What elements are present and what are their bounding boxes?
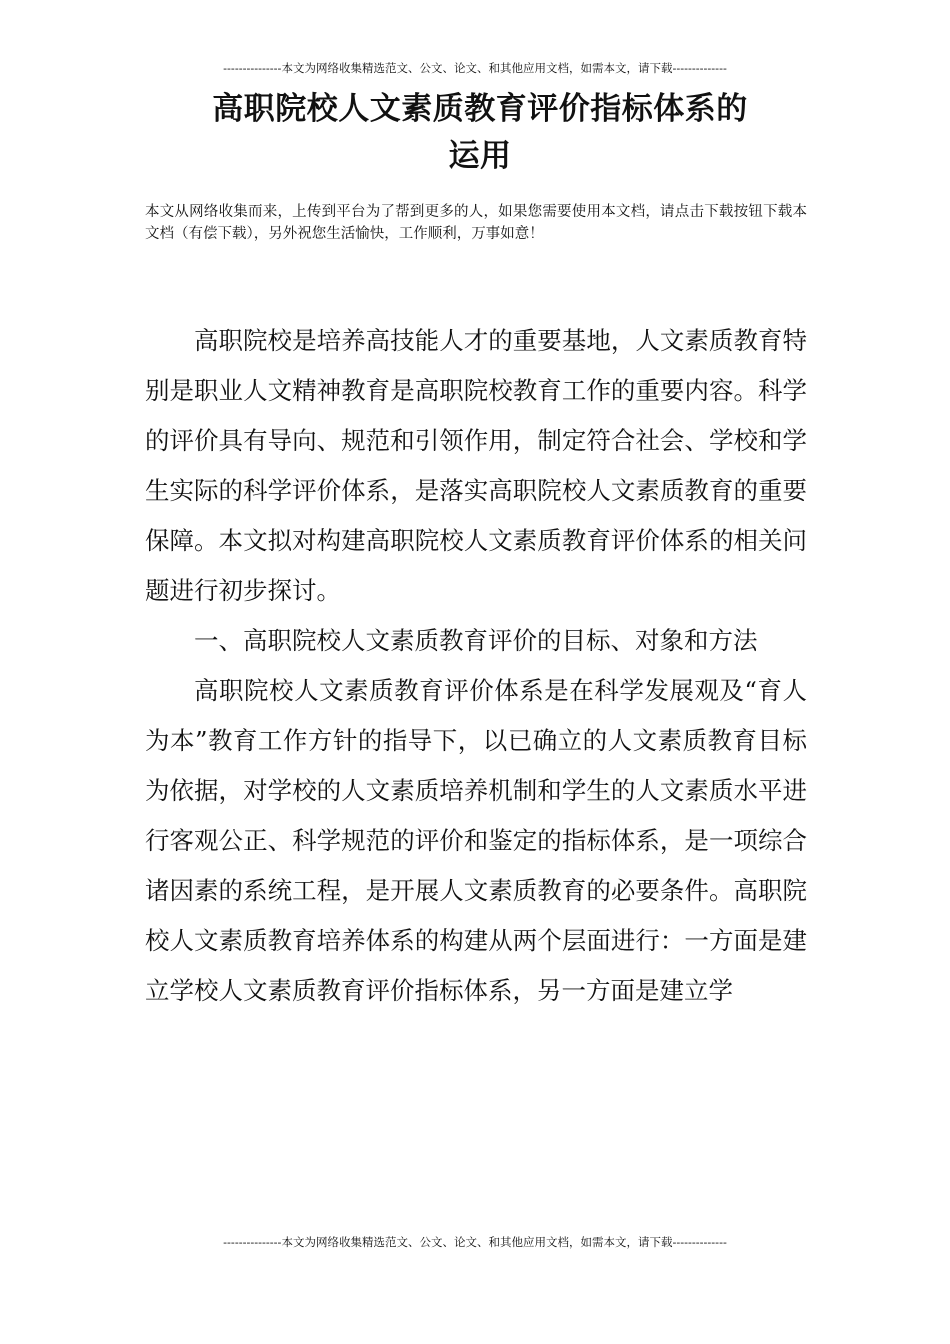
paragraph-intro: 高职院校是培养高技能人才的重要基地，人文素质教育特别是职业人文精神教育是高职院校教育工作的重要内容。科学的评价具有导向、规范和引领作用，制定符合社会、学校和学生实际的科学评价体系，是落实高职院校人文素质教育的重要保障。本文拟对构建高职院校人文素质教育评价体系的相关问题进行初步探讨。 [145,326,807,605]
document-body [145,316,807,1016]
paragraph-section-1: 高职院校人文素质教育评价体系是在科学发展观及“育人为本”教育工作方针的指导下，以已确立的人文素质教育目标为依据，对学校的人文素质培养机制和学生的人文素质水平进行客观公正、科学规范的评价和鉴定的指标体系，是一项综合诸因素的系统工程，是开展人文素质教育的必要条件。高职院校人文素质教育培养体系的构建从两个层面进行：一方面是建立学校人文素质教育评价指标体系，另一方面是建立学 [145,676,807,1005]
page-footer: ---------------本文为网络收集精选范文、公文、论文、和其他应用文档，如需本文，请下载-------------- [223,1235,727,1249]
title-line-1: 高职院校人文素质教育评价指标体系的 [212,91,748,127]
section-heading-1: 一、高职院校人文素质教育评价的目标、对象和方法 [194,626,758,655]
title-line-2: 运用 [448,138,512,174]
download-notice: 本文从网络收集而来，上传到平台为了帮到更多的人，如果您需要使用本文档，请点击下载按钮下载本文档（有偿下载），另外祝您生活愉快，工作顺利，万事如意！ [145,204,807,242]
page-header: ---------------本文为网络收集精选范文、公文、论文、和其他应用文档，如需本文，请下载-------------- [223,61,727,75]
document-title [140,86,820,180]
